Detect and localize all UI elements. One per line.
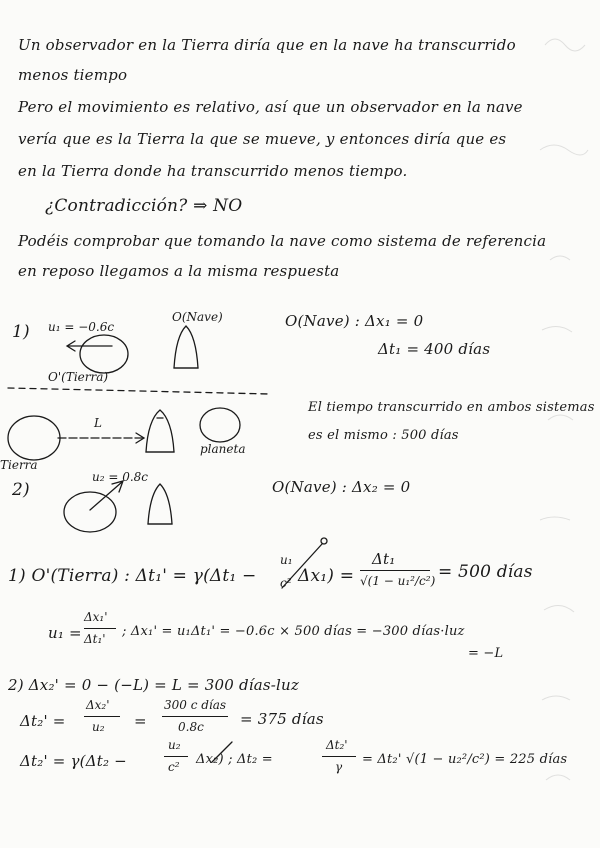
case1-earth-label: O'(Tierra) xyxy=(48,370,109,384)
paragraph-line-2: menos tiempo xyxy=(18,66,128,84)
earth-scene-label: Tierra xyxy=(0,458,38,472)
case1-eq1: O(Nave) : Δx₁ = 0 xyxy=(285,312,424,330)
planet-circle xyxy=(200,408,240,442)
sol2-frac2-num: 300 c días xyxy=(164,698,227,712)
paragraph-line-1: Un observador en la Tierra diría que en la nave ha transcurrido xyxy=(18,36,516,54)
sol1-line1-lhs: 1) O'(Tierra) : Δt₁' = γ(Δt₁ − xyxy=(8,566,257,586)
sol2-line2-rhs: = 375 días xyxy=(240,710,324,728)
sol2-line3-frac-bar xyxy=(164,756,188,757)
sol2-frac2-bar xyxy=(162,716,228,717)
sol1-line1-rhs: = 500 días xyxy=(438,562,533,582)
case2-velocity-label: u₂ = 0.8c xyxy=(92,470,149,484)
paragraph-line-3: Pero el movimiento es relativo, así que un observador en la nave xyxy=(18,98,523,116)
sol1-root-fraction-bar xyxy=(360,570,430,571)
ship-case1 xyxy=(174,326,198,368)
sol1-line3: = −L xyxy=(468,646,504,661)
sol2-frac1-num: Δx₂' xyxy=(86,698,110,712)
velocity-arrow-case2 xyxy=(90,482,122,510)
sol1-root-num: Δt₁ xyxy=(372,550,396,568)
sol1-line2-frac-num: Δx₁' xyxy=(84,610,108,624)
sol2-frac1-den: u₂ xyxy=(92,720,105,734)
case1-ship-label: O(Nave) xyxy=(172,310,223,324)
sol2-line3-frac2-num: Δt₂' xyxy=(326,738,348,752)
case1-number: 1) xyxy=(12,322,30,342)
paragraph-line-4: vería que es la Tierra la que se mueve, y entonces diría que es xyxy=(18,130,507,148)
ship-scene xyxy=(146,410,174,452)
dashed-separator xyxy=(8,388,270,394)
case2-eq1: O(Nave) : Δx₂ = 0 xyxy=(272,478,411,496)
earth-circle-scene xyxy=(8,416,60,460)
case1-velocity-label: u₁ = −0.6c xyxy=(48,320,115,334)
sol1-root-den: √(1 − u₁²/c²) xyxy=(360,574,436,588)
earth-circle-case2 xyxy=(64,492,116,532)
sol2-frac2-den: 0.8c xyxy=(178,720,204,734)
sol2-line3-mid: Δx₂) ; Δt₂ = xyxy=(196,752,273,767)
case2-number: 2) xyxy=(12,480,30,500)
case1-eq2: Δt₁ = 400 días xyxy=(378,340,491,358)
sol2-frac1-bar xyxy=(84,716,120,717)
sol2-line3-frac-num: u₂ xyxy=(168,738,181,752)
sol1-frac-num: u₁ xyxy=(280,553,293,567)
distance-label: L xyxy=(94,416,102,430)
sol2-line2-eq: = xyxy=(134,712,147,730)
scene-note-line-2: es el mismo : 500 días xyxy=(308,428,459,443)
paragraph2-line-1: Podéis comprobar que tomando la nave como sistema de referencia xyxy=(18,232,547,250)
sol2-line2-a: Δt₂' = xyxy=(20,712,66,730)
sol2-line3-rhs: = Δt₂' √(1 − u₂²/c²) = 225 días xyxy=(362,752,568,767)
planet-label: planeta xyxy=(200,442,246,456)
sol2-line1: 2) Δx₂' = 0 − (−L) = L = 300 días-luz xyxy=(8,676,300,694)
sol1-line2-a: u₁ = xyxy=(48,624,82,642)
sol2-line3-a: Δt₂' = γ(Δt₂ − xyxy=(20,752,127,770)
paragraph-line-5: en la Tierra donde ha transcurrido menos tiempo. xyxy=(18,162,408,180)
sol1-line2-frac-den: Δt₁' xyxy=(84,632,106,646)
paragraph2-line-2: en reposo llegamos a la misma respuesta xyxy=(18,262,340,280)
ship-case2 xyxy=(148,484,172,524)
sol2-line3-frac-den: c² xyxy=(168,760,180,774)
sol2-line3-frac2-bar xyxy=(322,756,356,757)
sol1-line2-b: ; Δx₁' = u₁Δt₁' = −0.6c × 500 días = −300 días·luz xyxy=(122,624,465,639)
sol1-frac-den: c² xyxy=(280,576,292,590)
earth-circle-case1 xyxy=(80,335,128,373)
sol2-line3-frac2-den: γ xyxy=(335,760,343,774)
sol1-line1-mid: Δx₁) = xyxy=(298,566,355,586)
sol1-line2-fraction-bar xyxy=(84,628,116,629)
scene-note-line-1: El tiempo transcurrido en ambos sistemas xyxy=(308,400,595,415)
contradiction-question: ¿Contradicción? ⇒ NO xyxy=(45,196,243,216)
